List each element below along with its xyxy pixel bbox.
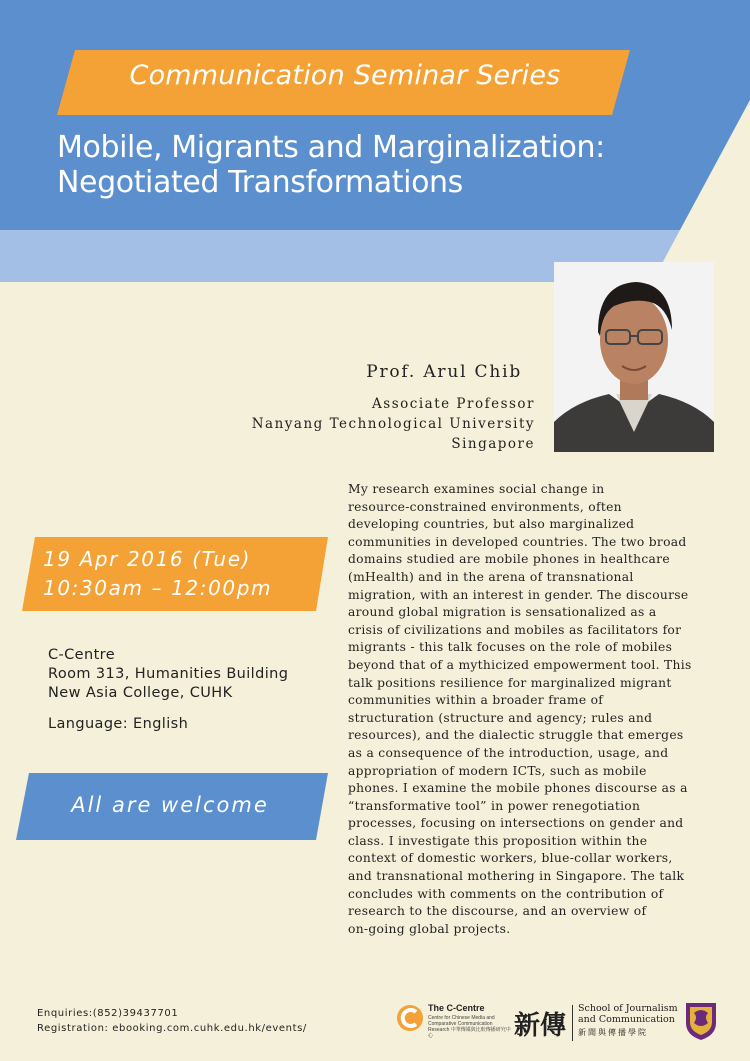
speaker-title: Associate Professor xyxy=(372,396,535,412)
ccentre-subtitle: Centre for Chinese Media and Comparative Communication Research 中華傳媒與比較傳播研究中心 xyxy=(428,1015,511,1039)
talk-title-line-1: Mobile, Migrants and Marginalization: xyxy=(57,130,605,165)
speaker-portrait-illustration xyxy=(554,262,714,452)
abstract-line: My research examines social change in xyxy=(348,482,605,496)
abstract xyxy=(348,481,743,938)
abstract-line: migrants - this talk focuses on the role of mobiles xyxy=(348,640,673,655)
abstract-line: migration, with an interest in gender. The discourse xyxy=(348,587,689,602)
abstract-line: on-going global projects. xyxy=(348,921,511,936)
abstract-line: research to the discourse, and an overview of xyxy=(348,904,647,919)
abstract-line: as a consequence of the introduction, usage, and xyxy=(348,745,669,760)
abstract-line: and transnational mothering in Singapore. The talk xyxy=(348,869,685,884)
abstract-line: around global migration is sensationalized as a xyxy=(348,605,657,620)
abstract-line: concludes with comments on the contribution of xyxy=(348,886,664,901)
cuhk-crest-icon xyxy=(684,1001,718,1045)
enquiries-text: Enquiries:(852)39437701 xyxy=(37,1008,179,1019)
welcome-message: All are welcome xyxy=(71,793,269,817)
abstract-line: structuration (structure and agency; rules and xyxy=(348,710,653,725)
abstract-line: communities in developed countries. The two broad xyxy=(348,534,687,549)
registration-link[interactable]: Registration: ebooking.com.cuhk.edu.hk/events/ xyxy=(37,1023,307,1034)
abstract-line: phones. I examine the mobile phones discourse as a xyxy=(348,781,688,796)
sjc-name-line-1: School of Journalism xyxy=(578,1003,678,1014)
speaker-name: Prof. Arul Chib xyxy=(366,362,522,382)
series-title: Communication Seminar Series xyxy=(129,60,561,91)
abstract-line: communities within a broader frame of xyxy=(348,693,604,708)
sjc-divider xyxy=(572,1005,574,1041)
ccentre-name: The C-Centre xyxy=(428,1003,485,1013)
sjc-name-line-2: and Communication xyxy=(578,1014,675,1025)
sjc-logo-glyph: 新傳 xyxy=(514,1011,567,1041)
abstract-line: class. I investigate this proposition within the xyxy=(348,833,648,848)
ccentre-logo xyxy=(396,1003,511,1039)
abstract-line: talk positions resilience for marginalized migrant xyxy=(348,675,672,690)
cuhk-crest-shield xyxy=(684,1001,718,1041)
abstract-line: resource-constrained environments, often xyxy=(348,499,622,514)
abstract-line: beyond that of a mythicized empowerment tool. This xyxy=(348,657,692,672)
abstract-line: processes, focusing on intersections on gender and xyxy=(348,816,684,831)
sjc-chinese-name: 新聞與傳播學院 xyxy=(578,1028,648,1037)
event-time: 10:30am – 12:00pm xyxy=(43,576,273,600)
abstract-line: appropriation of modern ICTs, such as mobile xyxy=(348,763,647,778)
talk-title xyxy=(57,130,697,200)
speaker-affiliation xyxy=(150,394,535,454)
venue-line-3: New Asia College, CUHK xyxy=(48,685,233,701)
abstract-line: domains studied are mobile phones in healthcare xyxy=(348,552,670,567)
speaker-institution: Nanyang Technological University xyxy=(251,416,535,432)
abstract-line: “transformative tool” in power renegotiation xyxy=(348,798,641,813)
speaker-country: Singapore xyxy=(451,436,535,452)
sjc-name xyxy=(578,1003,678,1025)
abstract-line: context of domestic workers, blue-collar workers, xyxy=(348,851,673,866)
event-date: 19 Apr 2016 (Tue) xyxy=(43,547,252,571)
talk-title-line-2: Negotiated Transformations xyxy=(57,165,463,200)
event-venue xyxy=(48,646,288,703)
event-language: Language: English xyxy=(48,716,189,732)
venue-line-1: C-Centre xyxy=(48,647,116,663)
abstract-line: developing countries, but also marginalized xyxy=(348,517,635,532)
ccentre-logo-icon xyxy=(396,1003,424,1033)
abstract-line: resources), and the dialectic struggle that emerges xyxy=(348,728,684,743)
speaker-photo xyxy=(554,262,714,452)
abstract-line: (mHealth) and in the arena of transnational xyxy=(348,569,634,584)
venue-line-2: Room 313, Humanities Building xyxy=(48,666,289,682)
abstract-line: crisis of civilizations and mobiles as facilitators for xyxy=(348,622,682,637)
